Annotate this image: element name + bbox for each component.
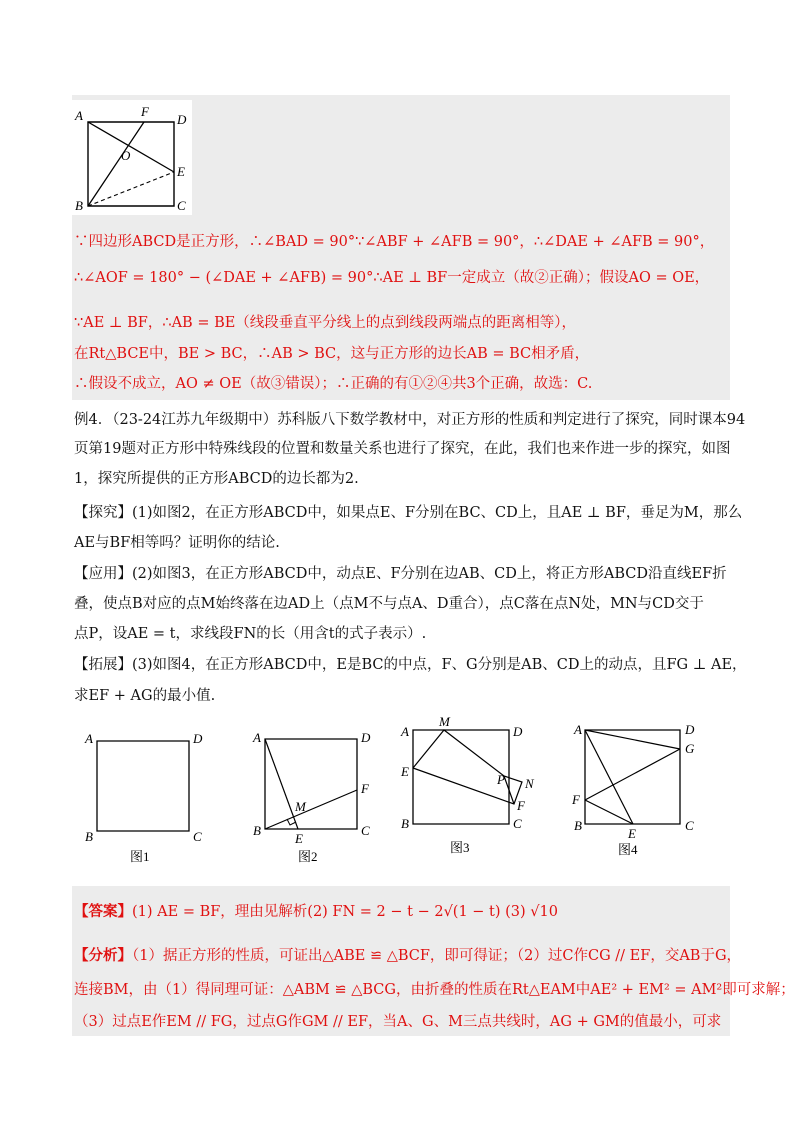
- fig1-label-D: D: [193, 731, 203, 746]
- fig2-label-D: D: [361, 730, 371, 745]
- label-B: B: [75, 198, 83, 213]
- fig3-label-C: C: [513, 816, 522, 831]
- fig2-label-B: B: [253, 823, 261, 838]
- fig4-label-B: B: [574, 818, 582, 833]
- figure-1: [82, 725, 212, 865]
- fig3-label-D: D: [513, 724, 523, 739]
- solution-line-4: 在Rt△BCE中，BE > BC，∴AB > BC，这与正方形的边长AB = BC相矛盾，: [74, 346, 590, 362]
- fig3-label-M: M: [439, 714, 450, 729]
- fig1-caption: 图1: [130, 849, 150, 864]
- example-line-7: 叠，使点B对应的点M始终落在边AD上（点M不与点A、D重合），点C落在点N处，MN与CD交于: [74, 596, 704, 612]
- fig4-label-E: E: [628, 826, 636, 841]
- example-line-5: AE与BF相等吗？证明你的结论.: [74, 535, 280, 551]
- analysis-tag: 【分析】: [74, 947, 132, 964]
- example-line-4: 【探究】(1)如图2，在正方形ABCD中，如果点E、F分别在BC、CD上，且AE ⊥ BF，垂足为M，那么: [74, 505, 743, 521]
- solution-line-5: ∴假设不成立，AO ≠ OE（故③错误）；∴正确的有①②④共3个正确，故选：C.: [74, 376, 593, 392]
- fig2-label-C: C: [361, 823, 370, 838]
- example-line-9: 【拓展】(3)如图4，在正方形ABCD中，E是BC的中点，F、G分别是AB、CD上的动点，且FG ⊥ AE，: [74, 657, 747, 673]
- example-line-3: 1，探究所提供的正方形ABCD的边长都为2.: [74, 471, 359, 487]
- fig4-label-D: D: [685, 722, 695, 737]
- label-D: D: [177, 112, 187, 127]
- fig4-label-C: C: [685, 818, 694, 833]
- example-line-8: 点P，设AE = t，求线段FN的长（用含t的式子表示）.: [74, 626, 427, 642]
- answer-text: (1) AE = BF，理由见解析(2) FN = 2 − t − 2√(1 − t) (3) √10: [132, 904, 558, 920]
- fig3-label-E: E: [401, 764, 409, 779]
- fig4-label-F: F: [572, 792, 580, 807]
- fig2-label-F: F: [361, 781, 369, 796]
- analysis-text-1: （1）据正方形的性质，可证出△ABE ≌ △BCF，即可得证；（2）过C作CG // EF，交AB于G，: [132, 948, 742, 964]
- answer-line: [74, 902, 558, 922]
- label-C: C: [177, 198, 186, 213]
- example-line-2: 页第19题对正方形中特殊线段的位置和数量关系也进行了探究，在此，我们也来作进一步的探究，如图: [74, 441, 731, 457]
- fig2-label-E: E: [295, 831, 303, 846]
- label-E: E: [177, 164, 185, 179]
- fig1-label-A: A: [85, 731, 93, 746]
- figure-2: [250, 725, 380, 865]
- fig4-caption: 图4: [618, 842, 638, 856]
- analysis-line-1: [74, 946, 741, 966]
- fig3-label-A: A: [401, 724, 409, 739]
- fig3-label-F: F: [517, 798, 525, 813]
- fig3-caption: 图3: [450, 840, 470, 854]
- figure-square-abcd-top: [72, 100, 192, 215]
- fig1-label-C: C: [193, 829, 202, 844]
- fig1-label-B: B: [85, 829, 93, 844]
- label-A: A: [75, 108, 83, 123]
- answer-tag: 【答案】: [74, 903, 132, 920]
- solution-line-1: ∵四边形ABCD是正方形，∴∠BAD = 90°∵∠ABF + ∠AFB = 90°，∴∠DAE + ∠AFB = 90°，: [74, 234, 715, 250]
- fig2-label-A: A: [253, 730, 261, 745]
- fig4-label-A: A: [574, 722, 582, 737]
- analysis-line-2: 连接BM，由（1）得同理可证：△ABM ≌ △BCG，由折叠的性质在Rt△EAM中AE² + EM² = AM²即可求解；: [74, 982, 795, 998]
- label-F: F: [141, 104, 149, 119]
- analysis-line-3: （3）过点E作EM // FG，过点G作GM // EF，当A、G、M三点共线时，AG + GM的值最小，可求: [74, 1014, 722, 1030]
- fig3-label-P: P: [497, 772, 505, 787]
- fig4-label-G: G: [685, 741, 695, 756]
- fig2-caption: 图2: [298, 849, 318, 864]
- fig3-label-N: N: [525, 776, 534, 791]
- fig3-label-B: B: [401, 816, 409, 831]
- example-line-10: 求EF + AG的最小值.: [74, 688, 216, 704]
- label-O: O: [121, 148, 131, 163]
- figure-4: [568, 716, 708, 856]
- solution-line-2: ∴∠AOF = 180° − (∠DAE + ∠AFB) = 90°∴AE ⊥ BF一定成立（故②正确）；假设AO = OE，: [74, 270, 710, 286]
- figure-3: [396, 714, 546, 854]
- example-line-1: 例4．（23-24江苏九年级期中）苏科版八下数学教材中，对正方形的性质和判定进行了探究，同时课本94: [74, 412, 746, 428]
- fig2-label-M: M: [295, 799, 306, 814]
- solution-line-3: ∵AE ⊥ BF，∴AB = BE（线段垂直平分线上的点到线段两端点的距离相等），: [74, 315, 577, 331]
- example-line-6: 【应用】(2)如图3，在正方形ABCD中，动点E、F分别在边AB、CD上，将正方形ABCD沿直线EF折: [74, 566, 727, 582]
